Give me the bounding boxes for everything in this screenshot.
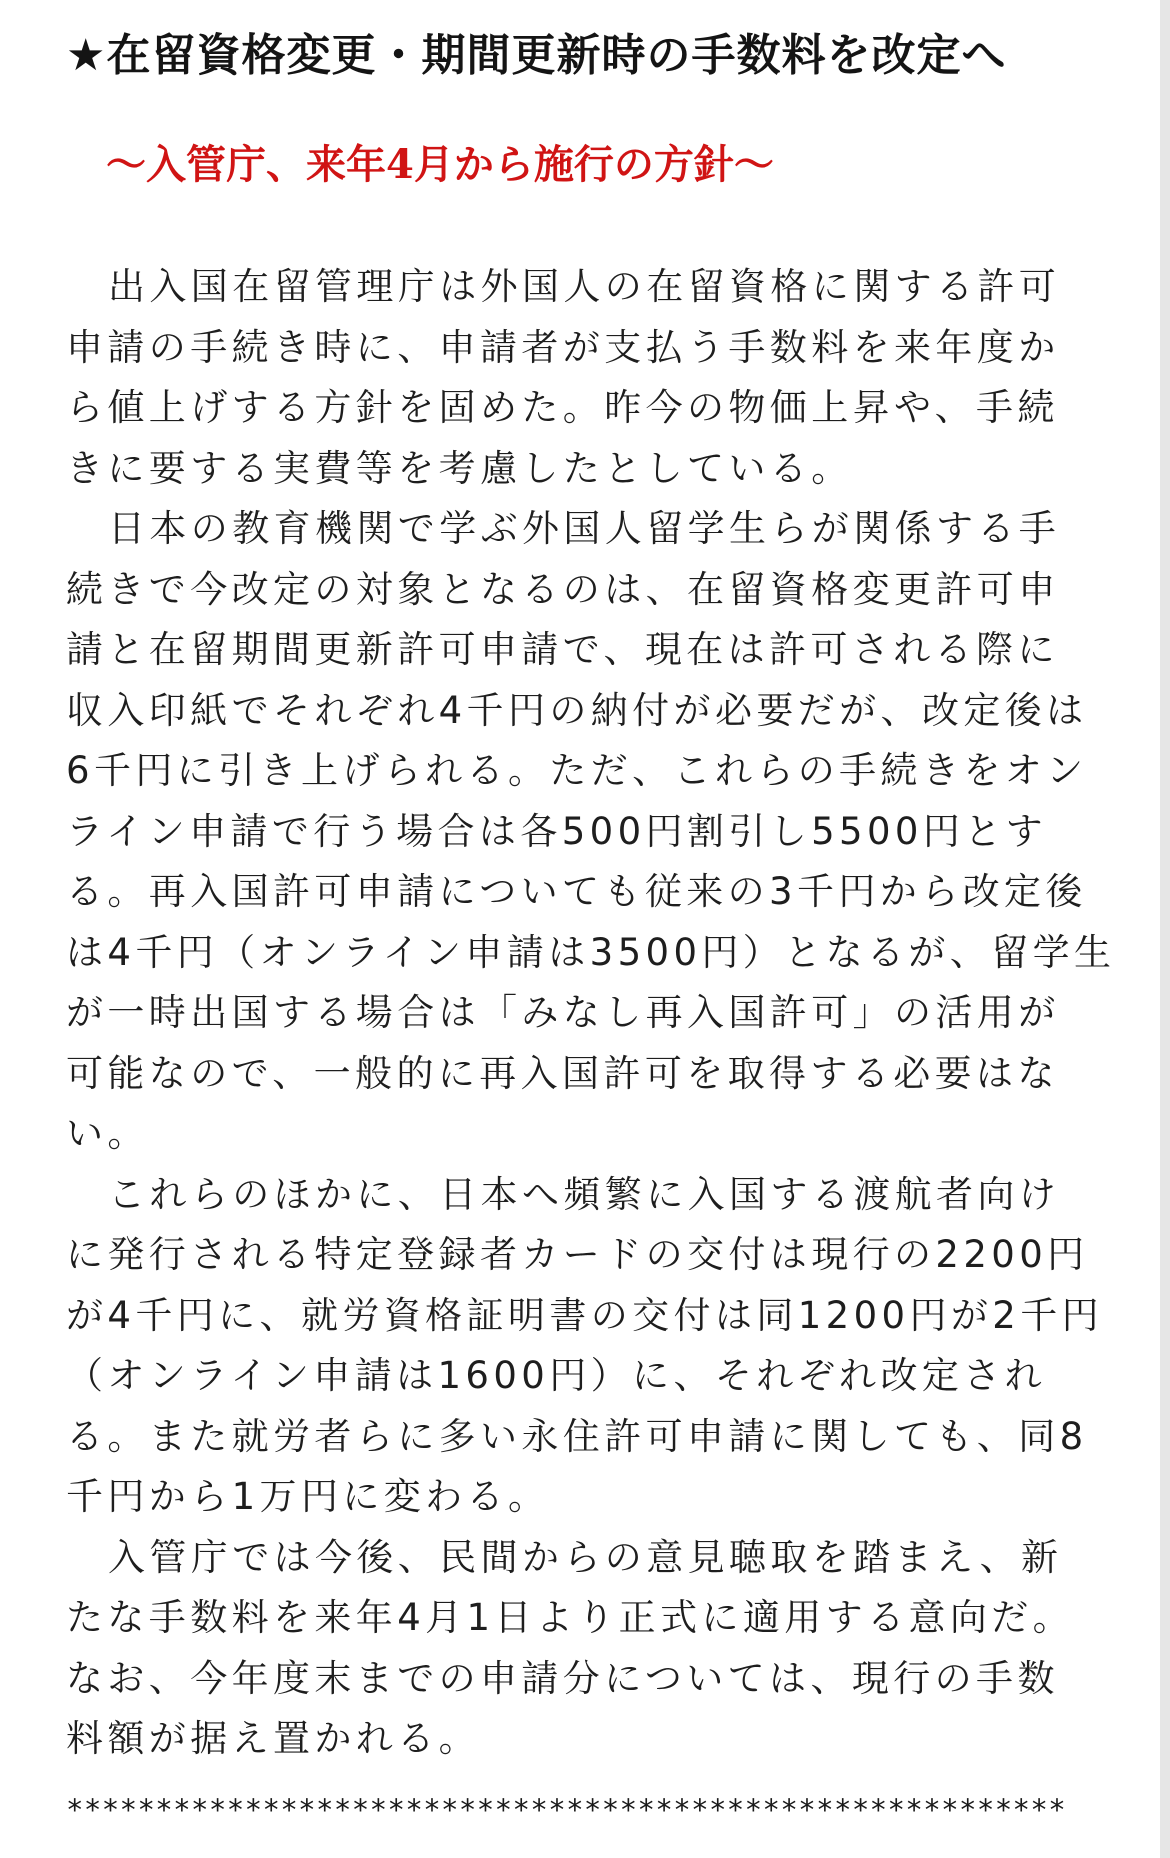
paragraph-2-line-2: 続きで今改定の対象となるのは、在留資格変更許可申 <box>66 567 1060 611</box>
paragraph-3-line-3: が4千円に、就労資格証明書の交付は同1200円が2千円 <box>66 1293 1104 1337</box>
paragraph-1-line-4: きに要する実費等を考慮したとしている。 <box>66 446 853 490</box>
paragraph-2-line-6: ライン申請で行う場合は各500円割引し5500円とす <box>66 809 1048 853</box>
paragraph-4-line-2: たな手数料を来年4月1日より正式に適用する意向だ。 <box>66 1596 1075 1639</box>
paragraph-2-line-8: は4千円（オンライン申請は3500円）となるが、留学生 <box>66 930 1116 974</box>
asterisk-separator: ******************************************************** <box>66 1793 1067 1827</box>
paragraph-4-line-1: 入管庁では今後、民間からの意見聴取を踏まえ、新 <box>108 1535 1063 1579</box>
article-subheadline: 〜入管庁、来年4月から施行の方針〜 <box>106 141 774 188</box>
paragraph-1-line-2: 申請の手続き時に、申請者が支払う手数料を来年度か <box>66 325 1060 369</box>
right-edge-rule <box>1160 0 1170 1858</box>
paragraph-2-line-1: 日本の教育機関で学ぶ外国人留学生らが関係する手 <box>108 507 1061 550</box>
paragraph-3-line-1: これらのほかに、日本へ頻繁に入国する渡航者向け <box>108 1172 1061 1216</box>
paragraph-1-line-1: 出入国在留管理庁は外国人の在留資格に関する許可 <box>108 265 1061 308</box>
paragraph-2-line-11: い。 <box>66 1112 149 1155</box>
paragraph-4-line-3: なお、今年度末までの申請分については、現行の手数 <box>66 1656 1059 1700</box>
paragraph-3-line-2: に発行される特定登録者カードの交付は現行の2200円 <box>66 1233 1089 1276</box>
paragraph-2-line-5: 6千円に引き上げられる。ただ、これらの手続きをオン <box>66 749 1088 792</box>
paragraph-2-line-10: 可能なので、一般的に再入国許可を取得する必要はな <box>66 1051 1059 1095</box>
paragraph-1-line-3: ら値上げする方針を固めた。昨今の物価上昇や、手続 <box>66 386 1059 429</box>
paragraph-3-line-6: 千円から1万円に変わる。 <box>66 1475 550 1518</box>
paragraph-2-line-7: る。再入国許可申請についても従来の3千円から改定後 <box>66 870 1087 913</box>
paragraph-2-line-3: 請と在留期間更新許可申請で、現在は許可される際に <box>66 628 1059 671</box>
article-headline: ★在留資格変更・期間更新時の手数料を改定へ <box>66 30 1007 81</box>
paragraph-3-line-4: （オンライン申請は1600円）に、それぞれ改定され <box>66 1354 1047 1397</box>
paragraph-2-line-4: 収入印紙でそれぞれ4千円の納付が必要だが、改定後は <box>66 688 1088 732</box>
article-body <box>66 257 1116 1770</box>
paragraph-3-line-5: る。また就労者らに多い永住許可申請に関しても、同8 <box>66 1414 1088 1458</box>
paragraph-2-line-9: が一時出国する場合は「みなし再入国許可」の活用が <box>66 991 1060 1034</box>
paragraph-4-line-4: 料額が据え置かれる。 <box>66 1717 480 1760</box>
